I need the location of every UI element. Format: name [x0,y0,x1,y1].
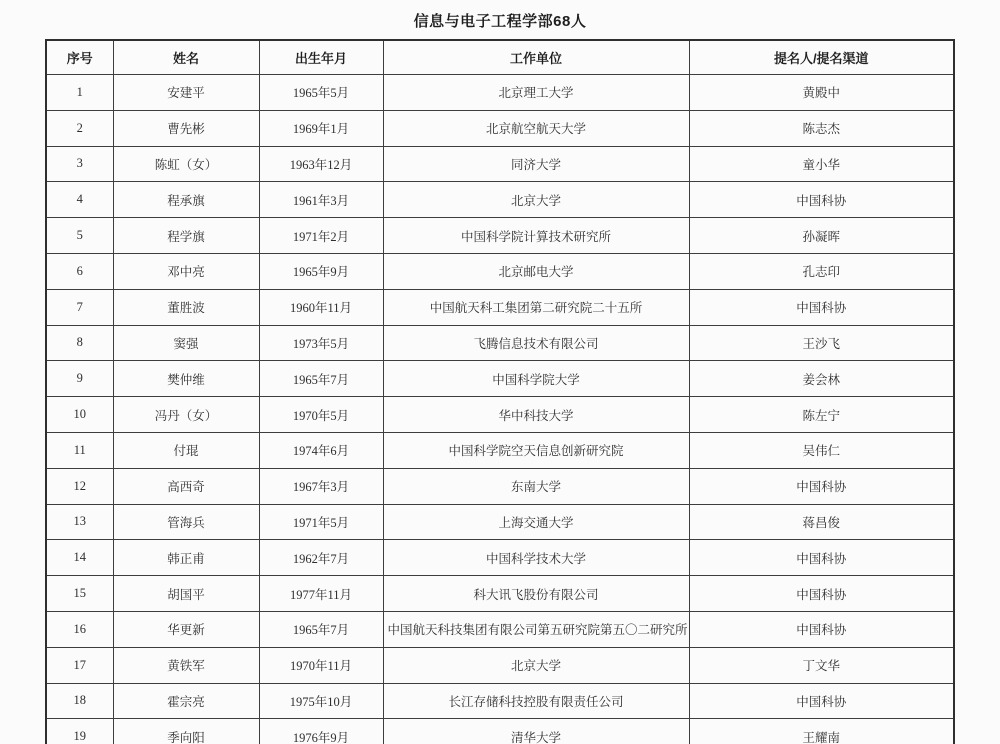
cell-name: 管海兵 [113,504,259,540]
cell-workunit: 中国科学院大学 [383,361,689,397]
cell-birthdate: 1969年1月 [259,110,383,146]
table-row [46,647,954,683]
cell-workunit: 科大讯飞股份有限公司 [383,576,689,612]
cell-birthdate: 1970年5月 [259,397,383,433]
cell-index: 5 [46,218,113,254]
cell-nominator: 中国科协 [689,611,954,647]
table-header-row [46,40,954,75]
cell-index: 18 [46,683,113,719]
cell-nominator: 王沙飞 [689,325,954,361]
cell-nominator: 孔志印 [689,253,954,289]
cell-index: 13 [46,504,113,540]
cell-index: 17 [46,647,113,683]
cell-index: 1 [46,75,113,111]
table-row [46,611,954,647]
cell-name: 霍宗亮 [113,683,259,719]
cell-index: 9 [46,361,113,397]
table-body [46,75,954,744]
table-row [46,683,954,719]
table-row [46,325,954,361]
cell-workunit: 北京大学 [383,647,689,683]
table-row [46,540,954,576]
cell-index: 15 [46,576,113,612]
cell-nominator: 孙凝晖 [689,218,954,254]
cell-name: 安建平 [113,75,259,111]
cell-workunit: 中国航天科技集团有限公司第五研究院第五〇二研究所 [383,611,689,647]
cell-name: 窦强 [113,325,259,361]
table-row [46,576,954,612]
cell-birthdate: 1977年11月 [259,576,383,612]
cell-birthdate: 1965年7月 [259,361,383,397]
cell-name: 董胜波 [113,289,259,325]
cell-nominator: 陈志杰 [689,110,954,146]
cell-name: 冯丹（女） [113,397,259,433]
table-row [46,719,954,744]
cell-workunit: 飞腾信息技术有限公司 [383,325,689,361]
cell-name: 樊仲维 [113,361,259,397]
cell-birthdate: 1965年9月 [259,253,383,289]
cell-nominator: 黄殿中 [689,75,954,111]
cell-index: 7 [46,289,113,325]
cell-nominator: 中国科协 [689,289,954,325]
column-header-birthdate: 出生年月 [259,40,383,75]
cell-workunit: 中国航天科工集团第二研究院二十五所 [383,289,689,325]
cell-name: 程学旗 [113,218,259,254]
table-row [46,468,954,504]
cell-index: 10 [46,397,113,433]
cell-birthdate: 1975年10月 [259,683,383,719]
cell-name: 季向阳 [113,719,259,744]
cell-workunit: 北京航空航天大学 [383,110,689,146]
cell-nominator: 丁文华 [689,647,954,683]
cell-index: 16 [46,611,113,647]
cell-name: 胡国平 [113,576,259,612]
cell-index: 19 [46,719,113,744]
table-row [46,289,954,325]
column-header-workunit: 工作单位 [383,40,689,75]
cell-birthdate: 1973年5月 [259,325,383,361]
column-header-name: 姓名 [113,40,259,75]
table-row [46,182,954,218]
cell-workunit: 同济大学 [383,146,689,182]
cell-index: 2 [46,110,113,146]
cell-birthdate: 1965年7月 [259,611,383,647]
column-header-index: 序号 [46,40,113,75]
table-row [46,504,954,540]
cell-workunit: 北京理工大学 [383,75,689,111]
table-row [46,146,954,182]
cell-nominator: 陈左宁 [689,397,954,433]
table-row [46,75,954,111]
cell-nominator: 中国科协 [689,683,954,719]
table-row [46,432,954,468]
cell-birthdate: 1970年11月 [259,647,383,683]
cell-index: 8 [46,325,113,361]
cell-nominator: 中国科协 [689,182,954,218]
cell-nominator: 童小华 [689,146,954,182]
cell-index: 6 [46,253,113,289]
cell-workunit: 北京大学 [383,182,689,218]
table-row [46,218,954,254]
cell-name: 邓中亮 [113,253,259,289]
cell-index: 3 [46,146,113,182]
cell-birthdate: 1971年5月 [259,504,383,540]
cell-birthdate: 1963年12月 [259,146,383,182]
cell-index: 4 [46,182,113,218]
cell-birthdate: 1971年2月 [259,218,383,254]
cell-workunit: 东南大学 [383,468,689,504]
cell-name: 陈虹（女） [113,146,259,182]
cell-workunit: 清华大学 [383,719,689,744]
cell-workunit: 中国科学技术大学 [383,540,689,576]
cell-name: 曹先彬 [113,110,259,146]
cell-nominator: 中国科协 [689,576,954,612]
cell-birthdate: 1962年7月 [259,540,383,576]
cell-birthdate: 1976年9月 [259,719,383,744]
cell-index: 12 [46,468,113,504]
table-row [46,110,954,146]
cell-workunit: 长江存储科技控股有限责任公司 [383,683,689,719]
cell-nominator: 蒋昌俊 [689,504,954,540]
cell-birthdate: 1974年6月 [259,432,383,468]
cell-nominator: 姜会林 [689,361,954,397]
cell-workunit: 上海交通大学 [383,504,689,540]
members-table [45,39,955,744]
cell-birthdate: 1965年5月 [259,75,383,111]
cell-name: 华更新 [113,611,259,647]
cell-workunit: 北京邮电大学 [383,253,689,289]
cell-nominator: 中国科协 [689,468,954,504]
table-row [46,361,954,397]
cell-birthdate: 1967年3月 [259,468,383,504]
cell-name: 韩正甫 [113,540,259,576]
cell-index: 11 [46,432,113,468]
table-row [46,397,954,433]
cell-nominator: 吴伟仁 [689,432,954,468]
cell-workunit: 中国科学院计算技术研究所 [383,218,689,254]
cell-nominator: 中国科协 [689,540,954,576]
cell-nominator: 王耀南 [689,719,954,744]
cell-name: 黄铁军 [113,647,259,683]
cell-name: 高西奇 [113,468,259,504]
page-title: 信息与电子工程学部68人 [413,13,587,30]
column-header-nominator: 提名人/提名渠道 [689,40,954,75]
cell-birthdate: 1961年3月 [259,182,383,218]
cell-name: 付琨 [113,432,259,468]
cell-index: 14 [46,540,113,576]
cell-workunit: 华中科技大学 [383,397,689,433]
cell-birthdate: 1960年11月 [259,289,383,325]
cell-workunit: 中国科学院空天信息创新研究院 [383,432,689,468]
cell-name: 程承旗 [113,182,259,218]
table-row [46,253,954,289]
